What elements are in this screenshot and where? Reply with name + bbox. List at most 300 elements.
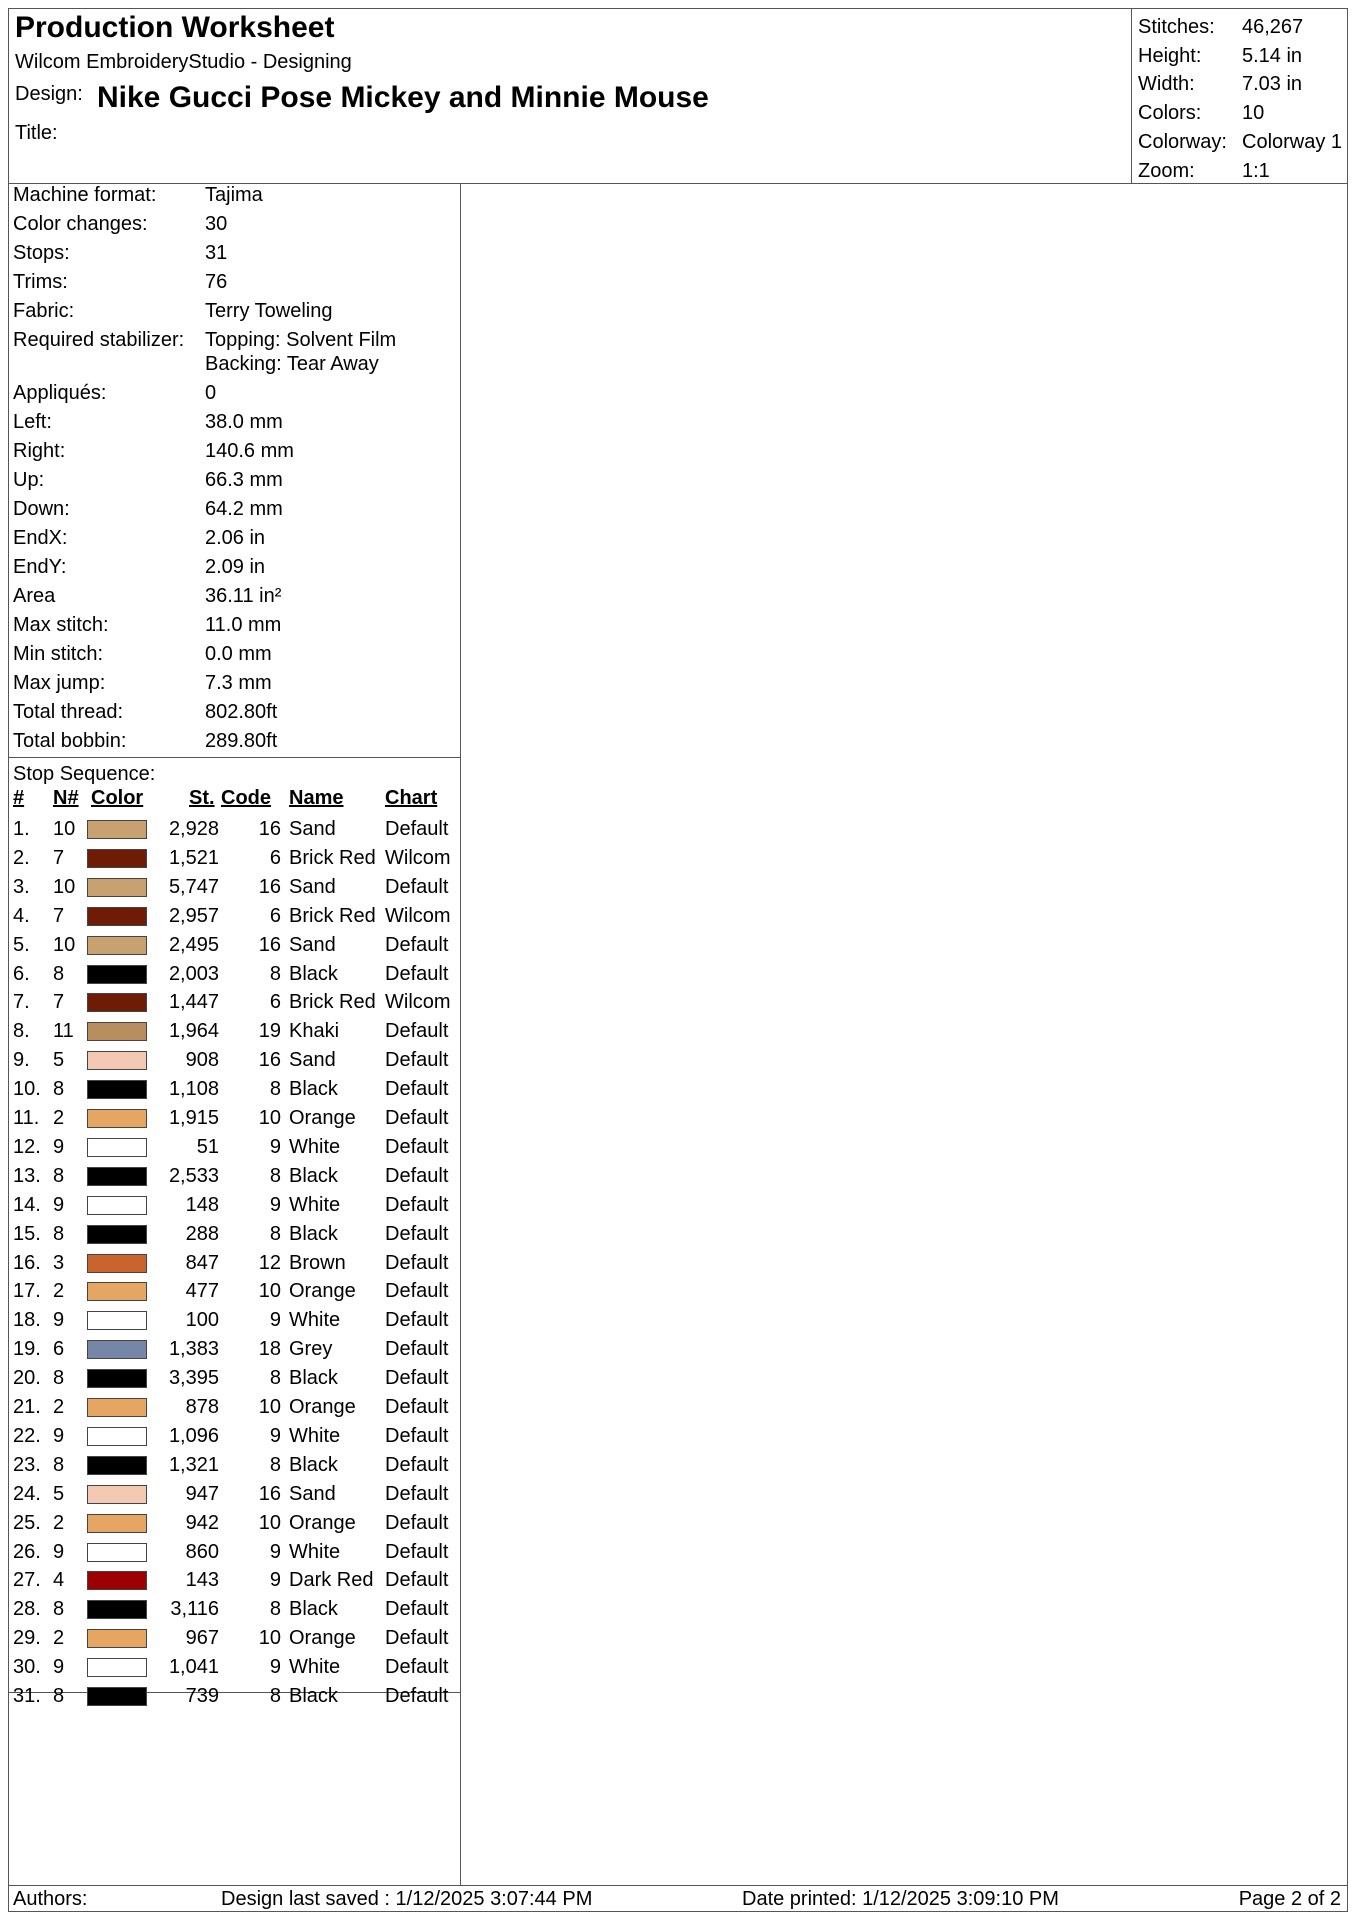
row-number: 19. <box>13 1338 41 1361</box>
row-code: 16 <box>258 1049 281 1072</box>
row-chart: Default <box>385 1482 449 1505</box>
row-needle: 8 <box>53 1685 65 1707</box>
row-needle: 9 <box>53 1135 65 1158</box>
row-chart: Default <box>385 1078 449 1101</box>
row-chart: Default <box>385 1656 449 1679</box>
row-chart: Default <box>385 1107 449 1129</box>
info-value: 11.0 mm <box>205 614 282 636</box>
color-swatch <box>87 1369 147 1388</box>
info-label: Min stitch: <box>13 643 104 665</box>
row-number: 13. <box>13 1164 41 1187</box>
col-header-stitches: St. <box>189 787 215 809</box>
stat-label: Colorway: <box>1138 130 1227 153</box>
row-stitches: 1,964 <box>168 1020 219 1043</box>
row-needle: 6 <box>53 1338 65 1361</box>
row-stitches: 1,096 <box>168 1424 219 1447</box>
row-name: Black <box>289 1685 338 1707</box>
row-needle: 9 <box>53 1540 65 1563</box>
row-code: 10 <box>258 1107 281 1129</box>
row-needle: 2 <box>53 1396 65 1418</box>
row-chart: Default <box>385 1164 449 1187</box>
row-chart: Default <box>385 1280 449 1303</box>
row-number: 27. <box>13 1569 41 1592</box>
table-row <box>9 1451 460 1480</box>
info-label: Fabric: <box>13 300 75 322</box>
info-value: Terry Toweling <box>205 300 333 322</box>
info-label: Trims: <box>13 271 68 293</box>
table-row <box>9 1480 460 1509</box>
row-needle: 10 <box>53 875 76 898</box>
row-code: 9 <box>269 1656 281 1679</box>
row-code: 18 <box>258 1338 281 1361</box>
table-row <box>9 931 460 960</box>
footer-authors: Authors: <box>13 1888 88 1910</box>
row-number: 29. <box>13 1627 41 1650</box>
row-needle: 9 <box>53 1193 65 1216</box>
row-code: 8 <box>269 1685 281 1707</box>
info-value: 31 <box>205 242 228 264</box>
row-needle: 5 <box>53 1482 65 1505</box>
info-label: EndY: <box>13 556 67 578</box>
row-stitches: 1,383 <box>168 1338 219 1361</box>
color-swatch <box>87 907 147 926</box>
stop-sequence-title: Stop Sequence: <box>13 763 156 785</box>
row-name: Black <box>289 1164 338 1187</box>
row-needle: 8 <box>53 1164 65 1187</box>
color-swatch <box>87 1340 147 1359</box>
row-needle: 8 <box>53 1222 65 1245</box>
row-stitches: 739 <box>185 1685 219 1707</box>
row-code: 10 <box>258 1396 281 1418</box>
col-header-needle: N# <box>53 787 79 809</box>
info-value: 76 <box>205 271 228 293</box>
row-code: 12 <box>258 1251 281 1274</box>
row-code: 9 <box>269 1424 281 1447</box>
worksheet-page <box>8 8 1348 1912</box>
row-code: 9 <box>269 1309 281 1332</box>
row-number: 24. <box>13 1482 41 1505</box>
row-chart: Default <box>385 1540 449 1563</box>
row-name: Sand <box>289 1482 336 1505</box>
row-chart: Default <box>385 1598 449 1621</box>
row-stitches: 148 <box>185 1193 219 1216</box>
row-name: White <box>289 1309 341 1332</box>
table-row <box>9 960 460 989</box>
row-name: Brick Red <box>289 904 376 927</box>
row-name: Khaki <box>289 1020 340 1043</box>
row-name: Sand <box>289 933 336 956</box>
row-chart: Default <box>385 1222 449 1245</box>
row-needle: 7 <box>53 846 65 869</box>
info-label: Machine format: <box>13 184 157 206</box>
stat-value: 7.03 in <box>1242 73 1303 96</box>
row-number: 2. <box>13 846 30 869</box>
col-header-chart: Chart <box>385 787 438 809</box>
info-value-secondary: Backing: Tear Away <box>205 353 379 375</box>
color-swatch <box>87 1600 147 1619</box>
table-row <box>9 1075 460 1104</box>
info-value: 7.3 mm <box>205 672 272 694</box>
table-row <box>9 873 460 902</box>
row-stitches: 3,395 <box>168 1367 219 1390</box>
row-chart: Default <box>385 1251 449 1274</box>
row-name: White <box>289 1540 341 1563</box>
color-swatch <box>87 1687 147 1706</box>
row-chart: Default <box>385 1338 449 1361</box>
stop-sequence-panel <box>9 757 460 1707</box>
info-label: Required stabilizer: <box>13 329 185 351</box>
row-name: Black <box>289 1598 338 1621</box>
row-code: 8 <box>269 1367 281 1390</box>
row-number: 6. <box>13 962 30 985</box>
row-stitches: 878 <box>185 1396 219 1418</box>
info-value: Tajima <box>205 184 263 206</box>
row-code: 10 <box>258 1280 281 1303</box>
color-swatch <box>87 1398 147 1417</box>
row-chart: Default <box>385 1049 449 1072</box>
row-number: 7. <box>13 991 30 1014</box>
color-swatch <box>87 1167 147 1186</box>
row-name: Sand <box>289 875 336 898</box>
stat-value: 5.14 in <box>1242 44 1303 67</box>
stat-value: 46,267 <box>1242 16 1304 38</box>
row-name: Sand <box>289 818 336 840</box>
row-needle: 7 <box>53 991 65 1014</box>
design-name: Nike Gucci Pose Mickey and Minnie Mouse <box>97 81 709 114</box>
stat-value: Colorway 1 <box>1242 130 1343 153</box>
row-code: 8 <box>269 962 281 985</box>
color-swatch <box>87 1311 147 1330</box>
row-chart: Default <box>385 1396 449 1418</box>
color-swatch <box>87 1282 147 1301</box>
table-row <box>9 1509 460 1538</box>
footer-last-saved: Design last saved : 1/12/2025 3:07:44 PM <box>221 1888 593 1910</box>
row-stitches: 1,915 <box>168 1107 219 1129</box>
row-stitches: 143 <box>185 1569 219 1592</box>
row-code: 6 <box>269 846 281 869</box>
info-label: EndX: <box>13 527 68 549</box>
row-code: 10 <box>258 1511 281 1534</box>
row-chart: Default <box>385 1569 449 1592</box>
row-needle: 9 <box>53 1424 65 1447</box>
table-row <box>9 988 460 1017</box>
row-number: 3. <box>13 875 30 898</box>
row-name: Grey <box>289 1338 333 1361</box>
col-header-code: Code <box>221 787 271 809</box>
row-needle: 8 <box>53 1078 65 1101</box>
app-name: Wilcom EmbroideryStudio - Designing <box>15 51 352 73</box>
table-row <box>9 1538 460 1567</box>
stat-value: 1:1 <box>1242 159 1270 182</box>
row-needle: 8 <box>53 1453 65 1476</box>
color-swatch <box>87 849 147 868</box>
info-label: Down: <box>13 498 70 520</box>
info-label: Max stitch: <box>13 614 109 636</box>
row-number: 18. <box>13 1309 41 1332</box>
col-header-name: Name <box>289 787 344 809</box>
row-needle: 9 <box>53 1309 65 1332</box>
info-value: 0 <box>205 382 217 404</box>
info-value: Topping: Solvent Film <box>205 329 397 351</box>
color-swatch <box>87 1022 147 1041</box>
stat-value: 10 <box>1242 102 1265 125</box>
row-stitches: 1,447 <box>168 991 219 1014</box>
table-row <box>9 815 460 844</box>
row-chart: Default <box>385 1193 449 1216</box>
row-code: 16 <box>258 818 281 840</box>
row-chart: Wilcom <box>385 846 451 869</box>
row-stitches: 847 <box>185 1251 219 1274</box>
row-stitches: 3,116 <box>170 1598 219 1621</box>
table-row <box>9 1624 460 1653</box>
row-stitches: 942 <box>185 1511 219 1534</box>
row-number: 25. <box>13 1511 41 1534</box>
info-value: 2.09 in <box>205 556 266 578</box>
info-value: 802.80ft <box>205 701 278 723</box>
color-swatch <box>87 1427 147 1446</box>
row-chart: Wilcom <box>385 904 451 927</box>
row-name: Orange <box>289 1511 356 1534</box>
row-code: 9 <box>269 1135 281 1158</box>
row-stitches: 860 <box>185 1540 219 1563</box>
color-swatch <box>87 1138 147 1157</box>
row-number: 8. <box>13 1020 30 1043</box>
table-row <box>9 1393 460 1422</box>
row-name: White <box>289 1135 341 1158</box>
info-value: 0.0 mm <box>205 643 272 665</box>
worksheet-footer <box>9 1885 1347 1912</box>
row-number: 20. <box>13 1367 41 1390</box>
row-stitches: 967 <box>185 1627 219 1650</box>
row-code: 19 <box>258 1020 281 1043</box>
info-value: 289.80ft <box>205 730 278 752</box>
color-swatch <box>87 1571 147 1590</box>
row-needle: 9 <box>53 1656 65 1679</box>
table-row <box>9 902 460 931</box>
color-swatch <box>87 1658 147 1677</box>
color-swatch <box>87 1254 147 1273</box>
row-chart: Default <box>385 962 449 985</box>
row-number: 10. <box>13 1078 41 1101</box>
row-name: White <box>289 1424 341 1447</box>
table-row <box>9 1653 460 1682</box>
color-swatch <box>87 1109 147 1128</box>
row-needle: 3 <box>53 1251 65 1274</box>
row-number: 26. <box>13 1540 41 1563</box>
row-name: Brown <box>289 1251 346 1274</box>
row-name: Black <box>289 1367 338 1390</box>
row-name: Dark Red <box>289 1569 374 1592</box>
color-swatch <box>87 1225 147 1244</box>
stat-label: Height: <box>1138 44 1202 67</box>
summary-stats <box>1131 9 1348 183</box>
row-chart: Default <box>385 818 449 840</box>
info-label: Stops: <box>13 242 70 264</box>
table-row <box>9 1277 460 1306</box>
table-row <box>9 1422 460 1451</box>
stat-label: Stitches: <box>1138 16 1215 38</box>
table-row <box>9 1191 460 1220</box>
color-swatch <box>87 1543 147 1562</box>
row-chart: Default <box>385 933 449 956</box>
color-swatch <box>87 936 147 955</box>
row-code: 6 <box>269 904 281 927</box>
col-header-color: Color <box>91 787 144 809</box>
row-name: Black <box>289 1453 338 1476</box>
worksheet-header <box>9 9 1347 184</box>
row-stitches: 2,495 <box>168 933 219 956</box>
row-stitches: 2,533 <box>168 1164 219 1187</box>
design-label: Design: <box>15 83 83 105</box>
row-number: 21. <box>13 1396 41 1418</box>
row-needle: 8 <box>53 962 65 985</box>
info-label: Total bobbin: <box>13 730 127 752</box>
row-code: 16 <box>258 875 281 898</box>
row-code: 8 <box>269 1222 281 1245</box>
row-code: 6 <box>269 991 281 1014</box>
info-label: Max jump: <box>13 672 106 694</box>
color-swatch <box>87 820 147 839</box>
row-chart: Default <box>385 1685 449 1707</box>
row-name: Black <box>289 1078 338 1101</box>
info-label: Right: <box>13 440 66 462</box>
color-swatch <box>87 878 147 897</box>
row-name: Black <box>289 962 338 985</box>
color-swatch <box>87 1456 147 1475</box>
row-needle: 2 <box>53 1511 65 1534</box>
stat-label: Colors: <box>1138 102 1202 125</box>
table-row <box>9 1306 460 1335</box>
row-chart: Default <box>385 1020 449 1043</box>
row-name: White <box>289 1656 341 1679</box>
row-code: 10 <box>258 1627 281 1650</box>
row-number: 17. <box>13 1280 41 1303</box>
info-label: Color changes: <box>13 213 148 235</box>
row-needle: 2 <box>53 1627 65 1650</box>
row-code: 8 <box>269 1453 281 1476</box>
info-label: Total thread: <box>13 701 124 723</box>
col-header-num: # <box>13 787 25 809</box>
row-stitches: 1,521 <box>168 846 219 869</box>
row-number: 15. <box>13 1222 41 1245</box>
info-label: Appliqués: <box>13 382 107 404</box>
row-needle: 2 <box>53 1280 65 1303</box>
row-number: 4. <box>13 904 30 927</box>
info-label: Up: <box>13 469 45 491</box>
row-needle: 2 <box>53 1107 65 1129</box>
row-chart: Default <box>385 1627 449 1650</box>
row-stitches: 5,747 <box>168 875 219 898</box>
row-needle: 11 <box>53 1020 74 1043</box>
row-name: Orange <box>289 1627 356 1650</box>
row-stitches: 2,957 <box>168 904 219 927</box>
row-name: Black <box>289 1222 338 1245</box>
row-code: 9 <box>269 1193 281 1216</box>
color-swatch <box>87 1051 147 1070</box>
details-column <box>9 183 461 1885</box>
row-chart: Default <box>385 1309 449 1332</box>
table-row <box>9 1162 460 1191</box>
table-row <box>9 1682 460 1711</box>
table-row <box>9 1104 460 1133</box>
row-stitches: 908 <box>185 1049 219 1072</box>
row-stitches: 100 <box>185 1309 219 1332</box>
row-number: 14. <box>13 1193 41 1216</box>
row-stitches: 477 <box>185 1280 219 1303</box>
color-swatch <box>87 993 147 1012</box>
row-chart: Default <box>385 1135 449 1158</box>
color-swatch <box>87 965 147 984</box>
row-code: 9 <box>269 1540 281 1563</box>
row-needle: 5 <box>53 1049 65 1072</box>
info-value: 38.0 mm <box>205 411 283 433</box>
row-number: 11. <box>13 1107 40 1129</box>
table-row <box>9 1249 460 1278</box>
row-code: 8 <box>269 1598 281 1621</box>
row-chart: Default <box>385 1511 449 1534</box>
row-number: 31. <box>13 1685 41 1707</box>
info-label: Area <box>13 585 56 607</box>
info-label: Left: <box>13 411 52 433</box>
table-row <box>9 844 460 873</box>
stat-label: Zoom: <box>1138 159 1195 182</box>
table-row <box>9 1133 460 1162</box>
row-needle: 7 <box>53 904 65 927</box>
page-title: Production Worksheet <box>15 11 335 44</box>
row-number: 23. <box>13 1453 41 1476</box>
info-value: 2.06 in <box>205 527 266 549</box>
color-swatch <box>87 1629 147 1648</box>
title-label: Title: <box>15 122 58 144</box>
row-code: 16 <box>258 933 281 956</box>
stop-sequence-header <box>9 787 460 813</box>
row-name: Orange <box>289 1280 356 1303</box>
row-chart: Wilcom <box>385 991 451 1014</box>
row-name: Brick Red <box>289 991 376 1014</box>
info-value: 64.2 mm <box>205 498 283 520</box>
row-name: Orange <box>289 1107 356 1129</box>
row-stitches: 1,321 <box>168 1453 219 1476</box>
row-chart: Default <box>385 1424 449 1447</box>
stat-label: Width: <box>1138 73 1195 96</box>
row-code: 8 <box>269 1164 281 1187</box>
table-row <box>9 1017 460 1046</box>
color-swatch <box>87 1196 147 1215</box>
row-name: Orange <box>289 1396 356 1418</box>
row-stitches: 288 <box>185 1222 219 1245</box>
color-swatch <box>87 1485 147 1504</box>
color-swatch <box>87 1514 147 1533</box>
row-name: Brick Red <box>289 846 376 869</box>
row-code: 8 <box>269 1078 281 1101</box>
row-stitches: 1,108 <box>168 1078 219 1101</box>
row-stitches: 51 <box>196 1135 219 1158</box>
table-row <box>9 1364 460 1393</box>
table-row <box>9 1220 460 1249</box>
row-needle: 10 <box>53 933 76 956</box>
row-number: 1. <box>13 818 30 840</box>
info-value: 36.11 in² <box>205 585 282 607</box>
row-needle: 4 <box>53 1569 65 1592</box>
row-number: 9. <box>13 1049 30 1072</box>
row-chart: Default <box>385 1453 449 1476</box>
design-info-panel <box>9 183 460 758</box>
row-needle: 10 <box>53 818 76 840</box>
row-code: 9 <box>269 1569 281 1592</box>
row-stitches: 1,041 <box>168 1656 219 1679</box>
row-needle: 8 <box>53 1598 65 1621</box>
row-name: Sand <box>289 1049 336 1072</box>
